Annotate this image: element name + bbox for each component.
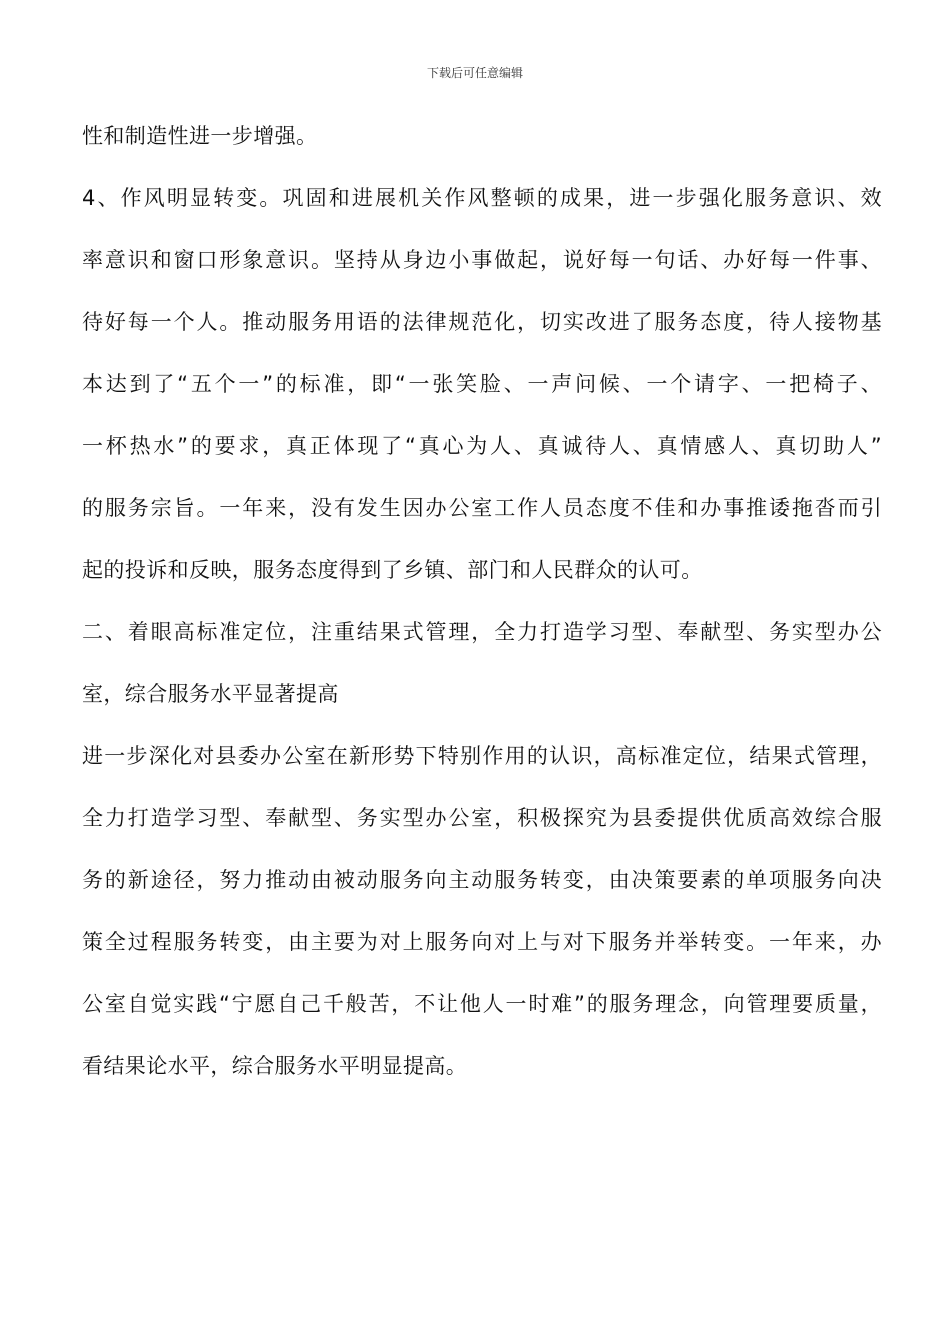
text-line: 一杯热水”的要求，真正体现了“真心为人、真诚待人、真情感人、真切助人”: [82, 434, 882, 458]
text-line: 率意识和窗口形象意识。坚持从身边小事做起，说好每一句话、办好每一件事、: [82, 248, 882, 272]
text-line: 看结果论水平，综合服务水平明显提高。: [82, 1054, 468, 1078]
text-line: 待好每一个人。推动服务用语的法律规范化，切实改进了服务态度，待人接物基: [82, 310, 882, 334]
page-header: 下载后可任意编辑: [426, 66, 523, 80]
text-line: 本达到了“五个一”的标准，即“一张笑脸、一声问候、一个请字、一把椅子、: [82, 372, 882, 396]
text-line: 务的新途径，努力推动由被动服务向主动服务转变，由决策要素的单项服务向决: [82, 868, 882, 892]
text-line: 进一步深化对县委办公室在新形势下特别作用的认识，高标准定位，结果式管理，: [82, 744, 882, 768]
document-body: [82, 105, 882, 1097]
text-line: 4、作风明显转变。巩固和进展机关作风整顿的成果，进一步强化服务意识、效: [82, 186, 882, 210]
text-line: 全力打造学习型、奉献型、务实型办公室，积极探究为县委提供优质高效综合服: [82, 806, 882, 830]
text-line: 起的投诉和反映，服务态度得到了乡镇、部门和人民群众的认可。: [82, 558, 703, 582]
text-line: 策全过程服务转变，由主要为对上服务向对上与对下服务并举转变。一年来，办: [82, 930, 882, 954]
section-heading-line: 室，综合服务水平显著提高: [82, 682, 339, 706]
text-line: 性和制造性进一步增强。: [82, 124, 318, 148]
section-heading-line: 二、着眼高标准定位，注重结果式管理，全力打造学习型、奉献型、务实型办公: [82, 620, 882, 644]
text-line: 的服务宗旨。一年来，没有发生因办公室工作人员态度不佳和办事推诿拖沓而引: [82, 496, 882, 520]
text-line: 公室自觉实践“宁愿自己千般苦，不让他人一时难”的服务理念，向管理要质量，: [82, 992, 882, 1016]
